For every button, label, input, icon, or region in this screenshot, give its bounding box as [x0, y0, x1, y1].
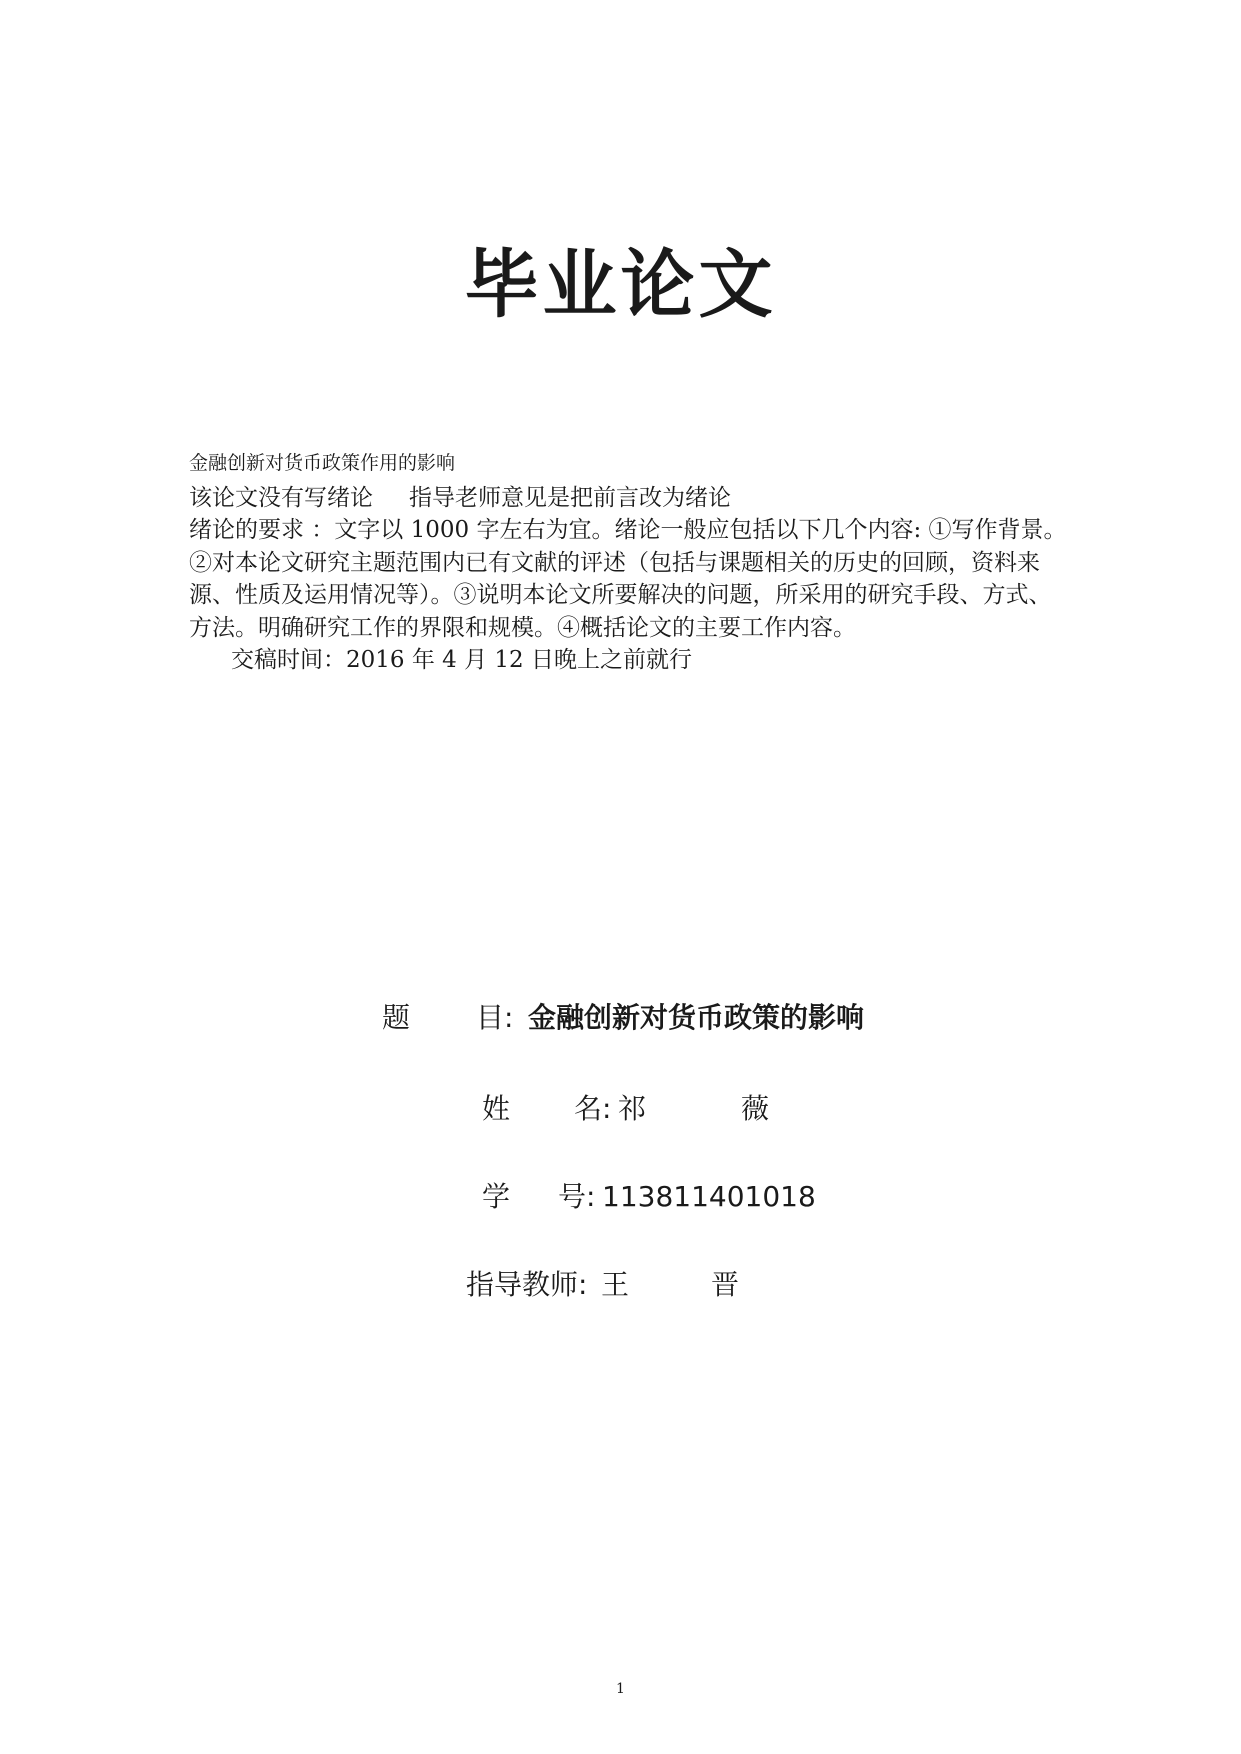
document-title: 毕业论文 [464, 242, 777, 328]
intro-requirements [189, 514, 1069, 644]
cover-id-label-2: 号: [558, 1180, 596, 1213]
cover-title-label-1: 题 [382, 1001, 411, 1034]
notes-comment-line [189, 482, 1069, 514]
missing-intro-text: 该论文没有写绪论 [189, 485, 373, 511]
cover-name-label-2: 名: [574, 1092, 612, 1125]
cover-name-label-1: 姓 [482, 1092, 511, 1125]
cover-title-value: 金融创新对货币政策的影响 [528, 1001, 865, 1034]
cover-advisor-label: 指导教师: [466, 1268, 588, 1301]
cover-advisor-value-2: 晋 [711, 1268, 740, 1301]
deadline-text: 交稿时间：2016 年 4 月 12 日晚上之前就行 [231, 647, 692, 673]
requirement-text: ：文字以 1000 字左右为宜。绪论一般应包括以下几个内容: ①写作背景。②对本论文研究主题范围内已有文献的评述（包括与课题相关的历史的回顾，资料来源、性质及运用情况等）。③说明本论文所要解决的问题，所采用的研究手段、方式、方法。明确研究工作的界限和规模。④概括论文的主要工作内容。 [189, 517, 1067, 641]
notes-topic: 金融创新对货币政策作用的影响 [189, 452, 456, 474]
page-number: 1 [616, 1681, 625, 1697]
cover-id-value: 113811401018 [602, 1180, 816, 1213]
advisor-notes [189, 450, 1069, 676]
cover-advisor-value-1: 王 [601, 1268, 630, 1301]
cover-id-label-1: 学 [482, 1180, 511, 1213]
cover-name-value-1: 祁 [618, 1092, 647, 1125]
advisor-comment-text: 指导老师意见是把前言改为绪论 [409, 485, 731, 511]
cover-title-label-2: 目: [476, 1001, 514, 1034]
cover-name-value-2: 薇 [741, 1092, 770, 1125]
requirement-label: 绪论的要求 [189, 517, 304, 543]
